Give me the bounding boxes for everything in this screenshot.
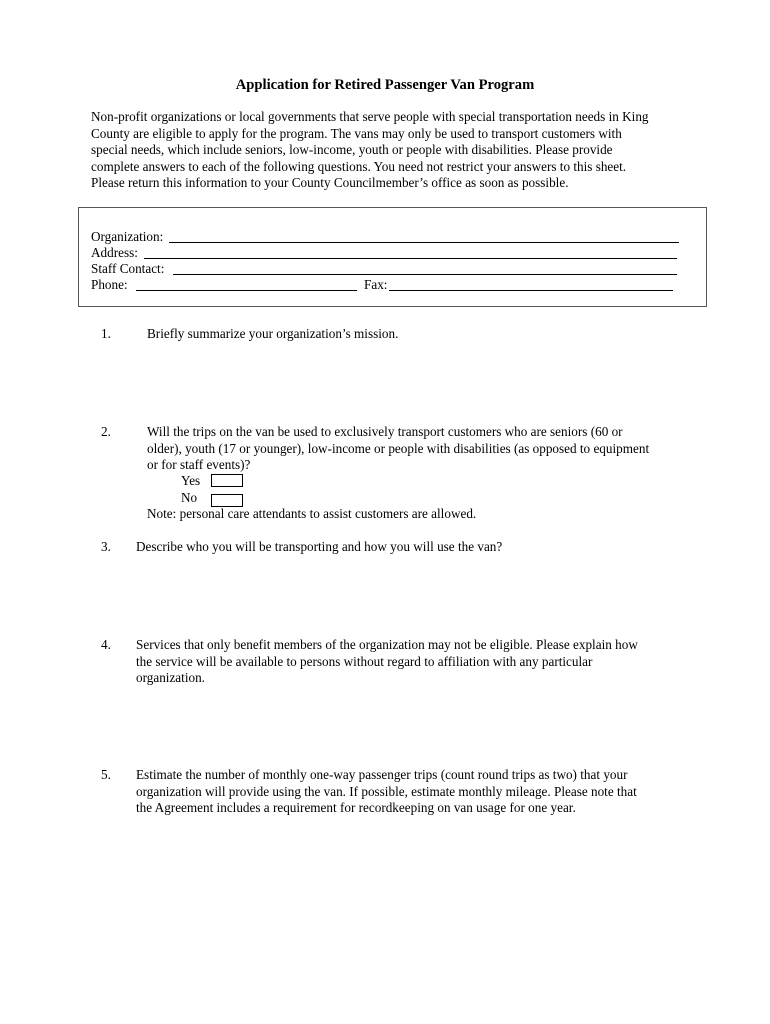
question-2-text xyxy=(147,424,649,474)
intro-line: County are eligible to apply for the program. The vans may only be used to transport customers with xyxy=(91,125,622,141)
question-line: Estimate the number of monthly one-way passenger trips (count round trips as two) that your xyxy=(136,767,628,782)
question-number: 5. xyxy=(101,767,111,782)
question-line: the Agreement includes a requirement for recordkeeping on van usage for one year. xyxy=(136,800,576,815)
address-field[interactable] xyxy=(144,245,677,259)
question-line: Services that only benefit members of the organization may not be eligible. Please explain how xyxy=(136,637,638,652)
question-line: or for staff events)? xyxy=(147,457,251,472)
question-5-text xyxy=(136,767,637,817)
question-3-text xyxy=(136,539,502,556)
intro-line: Non-profit organizations or local governments that serve people with special transportation needs in King xyxy=(91,109,649,124)
organization-field[interactable] xyxy=(169,229,679,243)
document-title: Application for Retired Passenger Van Program xyxy=(235,77,535,93)
q2-note: Note: personal care attendants to assist customers are allowed. xyxy=(147,506,477,521)
question-1-text xyxy=(147,326,398,343)
intro-line: special needs, which include seniors, low-income, youth or people with disabilities. Please provide xyxy=(91,142,613,157)
question-number: 2. xyxy=(101,424,111,439)
address-label: Address: xyxy=(91,245,138,260)
question-line: older), youth (17 or younger), low-income or people with disabilities (as opposed to equipment xyxy=(147,440,650,456)
question-line: organization will provide using the van. If possible, estimate monthly mileage. Please note that xyxy=(136,783,637,799)
no-label: No xyxy=(181,490,198,505)
phone-field[interactable] xyxy=(136,277,357,291)
staff-contact-label: Staff Contact: xyxy=(91,261,165,276)
question-line: Will the trips on the van be used to exclusively transport customers who are seniors (60 or xyxy=(147,424,623,439)
question-line: Describe who you will be transporting and how you will use the van? xyxy=(136,539,503,554)
fax-field[interactable] xyxy=(389,277,673,291)
intro-paragraph xyxy=(91,109,691,192)
question-number: 4. xyxy=(101,637,111,652)
question-4-text xyxy=(136,637,638,687)
organization-label: Organization: xyxy=(91,229,164,244)
yes-label: Yes xyxy=(181,473,201,488)
staff-contact-field[interactable] xyxy=(173,261,677,275)
question-number: 1. xyxy=(101,326,111,341)
question-line: organization. xyxy=(136,670,205,685)
question-number: 3. xyxy=(101,539,111,554)
fax-label: Fax: xyxy=(364,277,388,292)
intro-line: complete answers to each of the following questions. You need not restrict your answers to this sheet. xyxy=(91,158,627,174)
question-line: Briefly summarize your organization’s mission. xyxy=(147,326,399,341)
intro-line: Please return this information to your County Councilmember’s office as soon as possible. xyxy=(91,175,569,190)
yes-checkbox[interactable] xyxy=(211,474,243,487)
phone-label: Phone: xyxy=(91,277,128,292)
question-line: the service will be available to persons without regard to affiliation with any particular xyxy=(136,653,593,669)
organization-info-box xyxy=(78,207,707,307)
